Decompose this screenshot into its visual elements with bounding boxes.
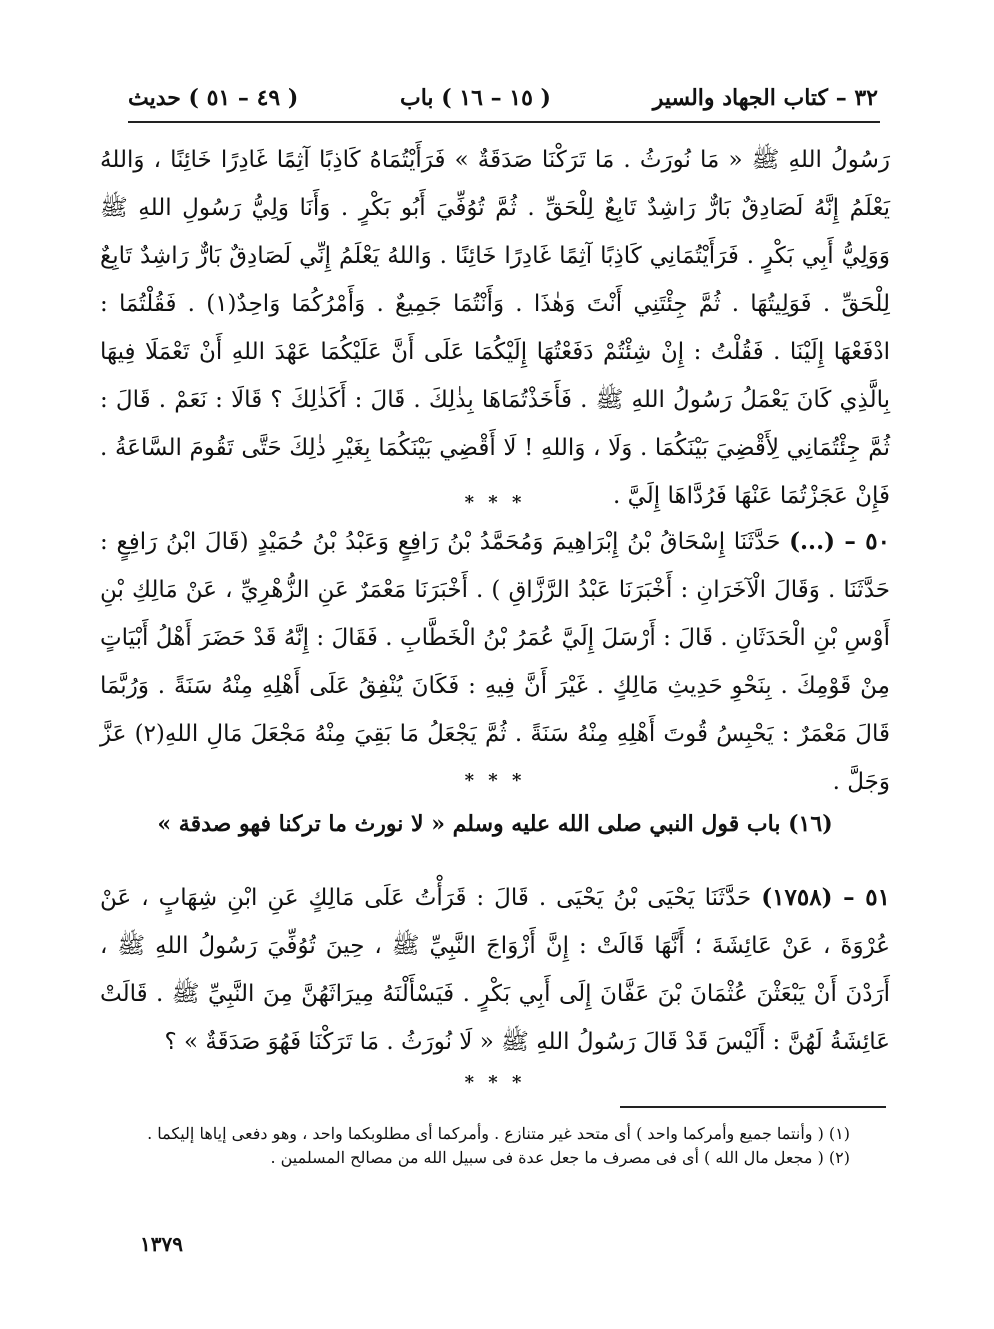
header-hadith-range: ( ٤٩ – ٥١ ) حديث — [128, 85, 299, 111]
footnote-rule — [620, 1106, 886, 1108]
page-number: ١٣٧٩ — [140, 1232, 183, 1256]
hadith-51-paragraph — [100, 874, 890, 1066]
hadith-50-text: حَدَّثَنَا إِسْحَاقُ بْنُ إِبْرَاهِيمَ وَمُحَمَّدُ بْنُ رَافِعٍ وَعَبْدُ بْنُ حُمَيْدٍ (قَالَ ابْنُ رَافِعٍ : حَدَّثَنَا . وَقَالَ الْآخَرَانِ : أَخْبَرَنَا عَبْدُ الرَّزَّاقِ ) . أَخْبَرَنَا مَعْمَرٌ عَنِ الزُّهْرِيِّ ، عَنْ مَالِكِ بْنِ أَوْسِ بْنِ الْحَدَثَانِ . قَالَ : أَرْسَلَ إِلَيَّ عُمَرُ بْنُ الْخَطَّابِ . فَقَالَ : إِنَّهُ قَدْ حَضَرَ أَهْلُ أَبْيَاتٍ مِنْ قَوْمِكَ . بِنَحْوِ حَدِيثِ مَالِكٍ . غَيْرَ أَنَّ فِيهِ : فَكَانَ يُنْفِقُ عَلَى أَهْلِهِ مِنْهُ سَنَةً . وَرُبَّمَا قَالَ مَعْمَرٌ : يَحْبِسُ قُوتَ أَهْلِهِ مِنْهُ سَنَةً . ثُمَّ يَجْعَلُ مَا بَقِيَ مِنْهُ مَجْعَلَ مَالِ اللهِ(٢) عَزَّ وَجَلَّ . — [100, 529, 890, 795]
continuation-text: رَسُولُ اللهِ ﷺ « مَا نُورَثُ . مَا تَرَكْنَا صَدَقَةٌ » فَرَأَيْتُمَاهُ كَاذِبًا آثِمًا غَادِرًا خَائِنًا ، وَاللهُ يَعْلَمُ إِنَّهُ لَصَادِقٌ بَارٌّ رَاشِدٌ تَابِعٌ لِلْحَقِّ . ثُمَّ تُوُفِّيَ أَبُو بَكْرٍ . وَأَنَا وَلِيُّ رَسُولِ اللهِ ﷺ وَوَلِيُّ أَبِي بَكْرٍ . فَرَأَيْتُمَانِي كَاذِبًا آثِمًا غَادِرًا خَائِنًا . وَاللهُ يَعْلَمُ إِنِّي لَصَادِقٌ بَارٌّ رَاشِدٌ تَابِعٌ لِلْحَقِّ . فَوَلِيتُهَا . ثُمَّ جِئْتَنِي أَنْتَ وَهٰذَا . وَأَنْتُمَا جَمِيعٌ . وَأَمْرُكُمَا وَاحِدٌ(١) . فَقُلْتُمَا : ادْفَعْهَا إِلَيْنَا . فَقُلْتُ : إِنْ شِئْتُمْ دَفَعْتُهَا إِلَيْكُمَا عَلَى أَنَّ عَلَيْكُمَا عَهْدَ اللهِ أَنْ تَعْمَلَا فِيهَا بِالَّذِي كَانَ يَعْمَلُ رَسُولُ اللهِ ﷺ . فَأَخَذْتُمَاهَا بِذٰلِكَ . قَالَ : أَكَذٰلِكَ ؟ قَالَا : نَعَمْ . قَالَ : ثُمَّ جِئْتُمَانِي لِأَقْضِيَ بَيْنَكُمَا . وَلَا ، وَاللهِ ! لَا أَقْضِي بَيْنَكُمَا بِغَيْرِ ذٰلِكَ حَتَّى تَقُومَ السَّاعَةُ . فَإِنْ عَجَزْتُمَا عَنْهَا فَرُدَّاهَا إِلَيَّ . — [100, 147, 890, 509]
footnotes — [120, 1122, 850, 1170]
separator-1: * * * — [464, 492, 526, 513]
footnote-2: (٢) ( مجعل مال الله ) أى فى مصرف ما جعل عدة فى سبيل الله من مصالح المسلمين . — [270, 1148, 850, 1167]
footnote-1: (١) ( وأنتما جميع وأمركما واحد ) أى متحد غير متنازع . وأمركما أى مطلوبكما واحد ، وهو دفعى إياها إليكما . — [147, 1124, 850, 1143]
hadith-51 — [100, 874, 890, 1066]
hadith-51-text: حَدَّثَنَا يَحْيَى بْنُ يَحْيَى . قَالَ : قَرَأْتُ عَلَى مَالِكٍ عَنِ ابْنِ شِهَابٍ ، عَنْ عُرْوَةَ ، عَنْ عَائِشَةَ ؛ أَنَّهَا قَالَتْ : إِنَّ أَزْوَاجَ النَّبِيِّ ﷺ ، حِينَ تُوُفِّيَ رَسُولُ اللهِ ﷺ ، أَرَدْنَ أَنْ يَبْعَثْنَ عُثْمَانَ بْنَ عَفَّانَ إِلَى أَبِي بَكْرٍ . فَيَسْأَلْنَهُ مِيرَاثَهُنَّ مِنَ النَّبِيِّ ﷺ . قَالَتْ عَائِشَةُ لَهُنَّ : أَلَيْسَ قَدْ قَالَ رَسُولُ اللهِ ﷺ « لَا نُورَثُ . مَا تَرَكْنَا فَهُوَ صَدَقَةٌ » ؟ — [100, 885, 890, 1055]
header-rule — [128, 121, 880, 123]
header-bab-range: ( ١٥ – ١٦ ) باب — [400, 85, 551, 111]
header-chapter-title: ٣٢ – كتاب الجهاد والسير — [652, 85, 878, 111]
running-header — [128, 78, 878, 118]
continuation-paragraph — [100, 136, 890, 520]
chapter-heading: (١٦) باب قول النبي صلى الله عليه وسلم « لا نورث ما تركنا فهو صدقة » — [157, 811, 833, 837]
hadith-50-paragraph — [100, 518, 890, 806]
separator-2: * * * — [464, 770, 526, 791]
hadith-51-number: ٥١ – (١٧٥٨) — [761, 884, 890, 911]
hadith-50-number: ٥٠ – (...) — [789, 528, 890, 555]
separator-3: * * * — [464, 1072, 526, 1093]
hadith-50 — [100, 518, 890, 806]
